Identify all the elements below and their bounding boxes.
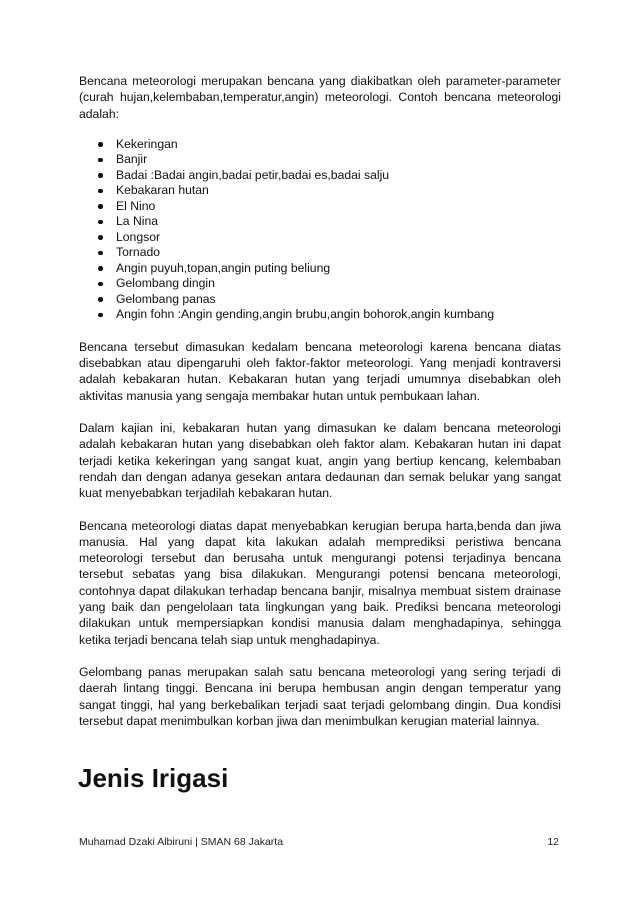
- list-item: Banjir: [79, 152, 561, 168]
- list-item: Gelombang panas: [79, 292, 561, 308]
- bullet-icon: [98, 204, 103, 209]
- bullet-icon: [98, 282, 103, 287]
- page-number: 12: [547, 836, 559, 848]
- body-paragraph: Bencana tersebut dimasukan kedalam bencana meteorologi karena bencana diatas disebabkan atau dipengaruhi oleh faktor-faktor meteorologi. Yang menjadi kontraversi adalah kebakaran hutan. Kebakaran hutan yang terjadi umumnya disebabkan oleh aktivitas manusia yang sengaja membakar hutan untuk pembukaan lahan.: [79, 339, 561, 403]
- body-paragraph: Bencana meteorologi diatas dapat menyebabkan kerugian berupa harta,benda dan jiwa manusia. Hal yang dapat kita lakukan adalah memprediksi peristiwa bencana meteorologi tersebut dan berusaha untuk mengurangi potensi terjadinya bencana tersebut sebatas yang bisa dilakukan. Mengurangi potensi bencana meteorologi, contohnya dapat dilakukan terhadap bencana banjir, misalnya membuat sistem drainase yang baik dan pengelolaan tata lingkungan yang baik. Prediksi bencana meteorologi dilakukan untuk mempersiapkan kondisi manusia dalam menghadapinya, sehingga ketika terjadi bencana telah siap untuk menghadapinya.: [79, 518, 561, 647]
- disaster-list: [79, 137, 561, 323]
- bullet-icon: [98, 158, 103, 163]
- page-footer: [79, 835, 561, 849]
- bullet-icon: [98, 297, 103, 302]
- list-item: Kekeringan: [79, 137, 561, 153]
- list-item: Gelombang dingin: [79, 276, 561, 292]
- list-item: Tornado: [79, 245, 561, 261]
- list-item: El Nino: [79, 199, 561, 215]
- bullet-icon: [98, 189, 103, 194]
- bullet-icon: [98, 173, 103, 178]
- list-item: Longsor: [79, 230, 561, 246]
- bullet-icon: [98, 251, 103, 256]
- document-body: [79, 73, 561, 729]
- list-item: Badai :Badai angin,badai petir,badai es,badai salju: [79, 168, 561, 184]
- bullet-icon: [98, 220, 103, 225]
- body-paragraph: Gelombang panas merupakan salah satu bencana meteorologi yang sering terjadi di daerah lintang tinggi. Bencana ini berupa hembusan angin dengan temperatur yang sangat tinggi, hal yang berkebalikan terjadi saat terjadi gelombang dingin. Dua kondisi tersebut dapat menimbulkan korban jiwa dan menimbulkan kerugian material lainnya.: [79, 664, 561, 728]
- bullet-icon: [98, 235, 103, 240]
- bullet-icon: [98, 313, 103, 318]
- body-paragraph: Dalam kajian ini, kebakaran hutan yang dimasukan ke dalam bencana meteorologi adalah kebakaran hutan yang disebabkan oleh faktor alam. Kebakaran hutan ini dapat terjadi ketika kekeringan yang sangat kuat, angin yang bertiup kencang, kelembaban rendah dan dengan adanya gesekan antara dedaunan dan semak belukar yang sangat kuat menyebabkan terjadilah kebakaran hutan.: [79, 421, 561, 501]
- intro-paragraph: Bencana meteorologi merupakan bencana yang diakibatkan oleh parameter-parameter (curah hujan,kelembaban,temperatur,angin) meteorologi. Contoh bencana meteorologi adalah:: [79, 74, 561, 121]
- list-item: La Nina: [79, 214, 561, 230]
- bullet-icon: [98, 142, 103, 147]
- list-item: Kebakaran hutan: [79, 183, 561, 199]
- footer-author: Muhamad Dzaki Albiruni | SMAN 68 Jakarta: [79, 836, 284, 848]
- list-item: Angin puyuh,topan,angin puting beliung: [79, 261, 561, 277]
- section-heading: Jenis Irigasi: [78, 763, 229, 793]
- bullet-icon: [98, 266, 103, 271]
- list-item: Angin fohn :Angin gending,angin brubu,angin bohorok,angin kumbang: [79, 307, 561, 323]
